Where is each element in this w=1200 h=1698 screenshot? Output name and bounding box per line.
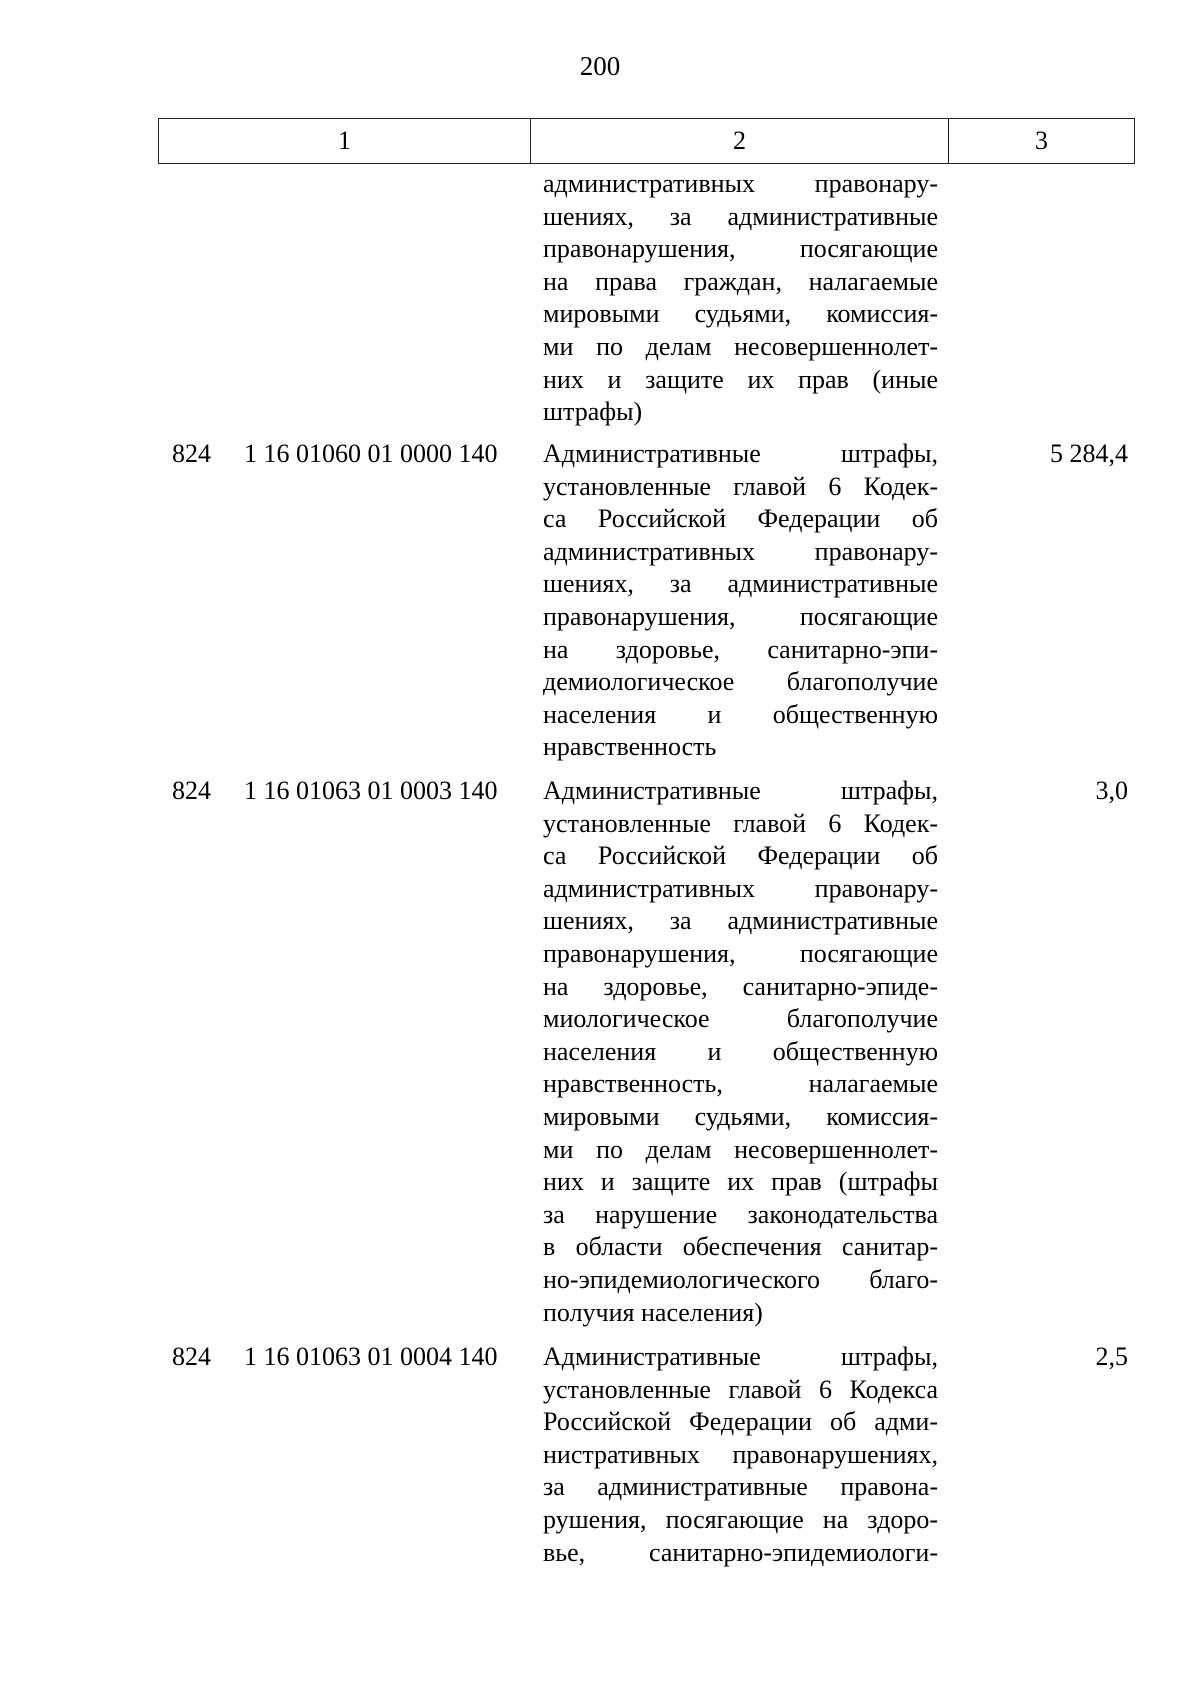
column-header-1: 1	[159, 119, 531, 163]
description-line: Российской Федерации об адми-	[543, 1407, 938, 1437]
description-line: в области обеспечения санитар-	[543, 1232, 938, 1262]
budget-code: 1 16 01063 01 0004 140	[244, 1342, 498, 1371]
description-line: шениях, за административные	[543, 201, 938, 231]
budget-code: 1 16 01063 01 0003 140	[244, 776, 498, 805]
description-line: них и защите их прав (штрафы	[543, 1167, 938, 1197]
admin-code: 824	[172, 776, 211, 805]
description-line: на права граждан, налагаемые	[543, 266, 938, 296]
admin-code: 824	[172, 439, 211, 468]
description-line: демиологическое благополучие	[543, 667, 938, 697]
description-line: шениях, за административные	[543, 569, 938, 599]
amount: 5 284,4	[1050, 439, 1128, 468]
row-description	[543, 775, 938, 1329]
description-line: на здоровье, санитарно-эпи-	[543, 634, 938, 664]
description-line: рушения, посягающие на здоро-	[543, 1504, 938, 1534]
column-header-3: 3	[1035, 126, 1048, 155]
description-line: нравственность, налагаемые	[543, 1069, 938, 1099]
description-line: правонарушения, посягающие	[543, 601, 938, 631]
description-line: нравственность	[543, 732, 717, 762]
description-line: установленные главой 6 Кодек-	[543, 808, 938, 838]
description-line: правонарушения, посягающие	[543, 234, 938, 264]
description-line: миологическое благополучие	[543, 1004, 938, 1034]
description-line: получия населения)	[543, 1297, 763, 1327]
description-line: населения и общественную	[543, 699, 938, 729]
description-line: мировыми судьями, комиссия-	[543, 299, 938, 329]
description-line: са Российской Федерации об	[543, 504, 938, 534]
description-line: вье, санитарно-эпидемиологи-	[543, 1537, 938, 1567]
admin-code: 824	[172, 1342, 211, 1371]
row-description	[543, 1341, 938, 1569]
description-line: са Российской Федерации об	[543, 841, 938, 871]
description-line: административных правонару-	[543, 873, 938, 903]
description-line: населения и общественную	[543, 1036, 938, 1066]
description-line: них и защите их прав (иные	[543, 364, 938, 394]
description-line: на здоровье, санитарно-эпиде-	[543, 971, 938, 1001]
description-line: но-эпидемиологического благо-	[543, 1264, 938, 1294]
description-line: Административные штрафы,	[543, 1342, 938, 1371]
description-line: мировыми судьями, комиссия-	[543, 1101, 938, 1131]
continuation-description	[543, 168, 938, 429]
description-line: ми по делам несовершеннолет-	[543, 1134, 938, 1164]
description-line: административных правонару-	[543, 536, 938, 566]
description-line: ми по делам несовершеннолет-	[543, 331, 938, 361]
column-header-2: 2	[531, 119, 949, 163]
budget-code: 1 16 01060 01 0000 140	[244, 439, 498, 468]
description-line: установленные главой 6 Кодекса	[543, 1374, 938, 1404]
description-line: правонарушения, посягающие	[543, 938, 938, 968]
description-line: штрафы)	[543, 397, 643, 427]
description-line: за административные правона-	[543, 1472, 938, 1502]
page-number: 200	[579, 51, 621, 81]
amount: 2,5	[1095, 1342, 1128, 1371]
amount: 3,0	[1095, 776, 1128, 805]
description-line: нистративных правонарушениях,	[543, 1439, 938, 1469]
description-line: Административные штрафы,	[543, 439, 938, 468]
description-line: Административные штрафы,	[543, 776, 938, 805]
description-line: за нарушение законодательства	[543, 1199, 938, 1229]
table-header	[158, 118, 1135, 164]
description-line: установленные главой 6 Кодек-	[543, 471, 938, 501]
row-description	[543, 438, 938, 764]
description-line: шениях, за административные	[543, 906, 938, 936]
description-line: административных правонару-	[543, 169, 938, 198]
